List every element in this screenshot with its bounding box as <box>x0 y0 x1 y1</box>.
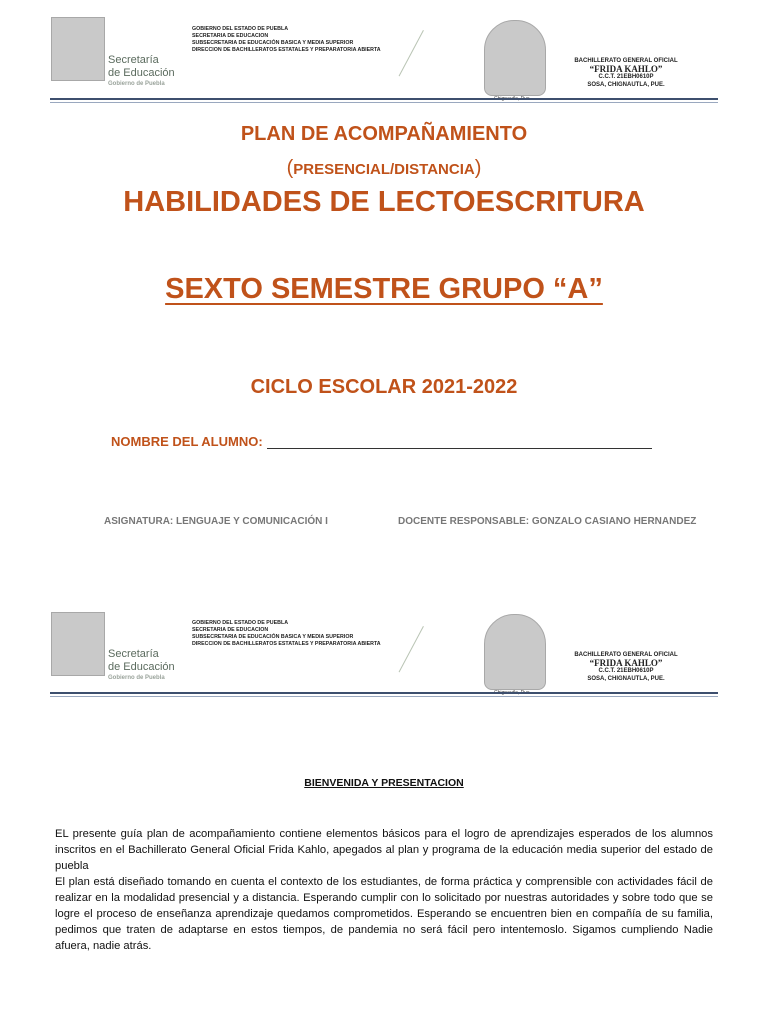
header-divider-slash <box>399 626 424 672</box>
cycle-title: CICLO ESCOLAR 2021-2022 <box>250 376 518 398</box>
header-rule <box>50 692 718 694</box>
group-title: SEXTO SEMESTRE GRUPO “A” <box>165 273 603 305</box>
header-rule-thin <box>50 102 718 103</box>
intro-paragraph-1: EL presente guía plan de acompañamiento contiene elementos básicos para el logro de aprendizajes esperados de los alumnos inscritos en el Bachillerato General Oficial Frida Kahlo, apegados al plan y programa de la educación media superior del estado de puebla <box>55 828 713 872</box>
page-header-top <box>0 0 768 100</box>
welcome-heading: BIENVENIDA Y PRESENTACION <box>304 777 464 789</box>
header-rule-thin <box>50 696 718 697</box>
header-rule <box>50 98 718 100</box>
school-crest-placeholder <box>484 614 546 690</box>
student-name-field <box>111 434 652 449</box>
header-divider-slash <box>399 30 424 76</box>
sep-wordmark: Secretaría de Educación Gobierno de Puebla <box>108 648 175 681</box>
school-info: BACHILLERATO GENERAL OFICIAL “FRIDA KAHLO” C.C.T. 21EBH0610P SOSA, CHIGNAUTLA, PUE. <box>574 652 678 682</box>
school-info: BACHILLERATO GENERAL OFICIAL “FRIDA KAHLO” C.C.T. 21EBH0610P SOSA, CHIGNAUTLA, PUE. <box>574 58 678 88</box>
intro-paragraph-2: El plan está diseñado tomando en cuenta el contexto de los estudiantes, de forma práctica y comprensible con actividades fácil de realizar en la modalidad presencial y a distancia. Esperando cumplir con lo solicitado por nuestras autoridades y sobre todo que se logre el proceso de enseñanza aprendizaje quedamos comprometidos. Esperando se encuentren bien en compañía de su familia, pedimos que traten de adaptarse en estos tiempos, de pandemia no será fácil pero intentemoslo. Sigamos cumpliendo Nadie afuera, nadie atrás. <box>55 876 713 952</box>
welcome-body <box>55 826 713 954</box>
teacher-label: DOCENTE RESPONSABLE: GONZALO CASIANO HERNANDEZ <box>398 516 697 527</box>
government-lines: GOBIERNO DEL ESTADO DE PUEBLA SECRETARIA DE EDUCACION SUBSECRETARIA DE EDUCACIÓN BASICA Y MEDIA SUPERIOR DIRECCION DE BACHILLERATOS ESTATALES Y PREPARATORIA ABIERTA <box>192 26 381 53</box>
plan-title: PLAN DE ACOMPAÑAMIENTO <box>240 123 528 145</box>
school-crest-placeholder <box>484 20 546 96</box>
course-label: ASIGNATURA: LENGUAJE Y COMUNICACIÓN I <box>104 516 328 527</box>
subject-title: HABILIDADES DE LECTOESCRITURA <box>123 186 645 218</box>
sep-emblem-placeholder <box>51 17 105 81</box>
sep-wordmark: Secretaría de Educación Gobierno de Puebla <box>108 54 175 87</box>
student-name-label: NOMBRE DEL ALUMNO: <box>111 434 263 449</box>
modality-title: (PRESENCIAL/DISTANCIA) <box>286 157 482 179</box>
student-name-blank <box>267 436 652 449</box>
government-lines: GOBIERNO DEL ESTADO DE PUEBLA SECRETARIA DE EDUCACION SUBSECRETARIA DE EDUCACIÓN BASICA Y MEDIA SUPERIOR DIRECCION DE BACHILLERATOS ESTATALES Y PREPARATORIA ABIERTA <box>192 620 381 647</box>
page-header-second <box>0 600 768 700</box>
sep-emblem-placeholder <box>51 612 105 676</box>
